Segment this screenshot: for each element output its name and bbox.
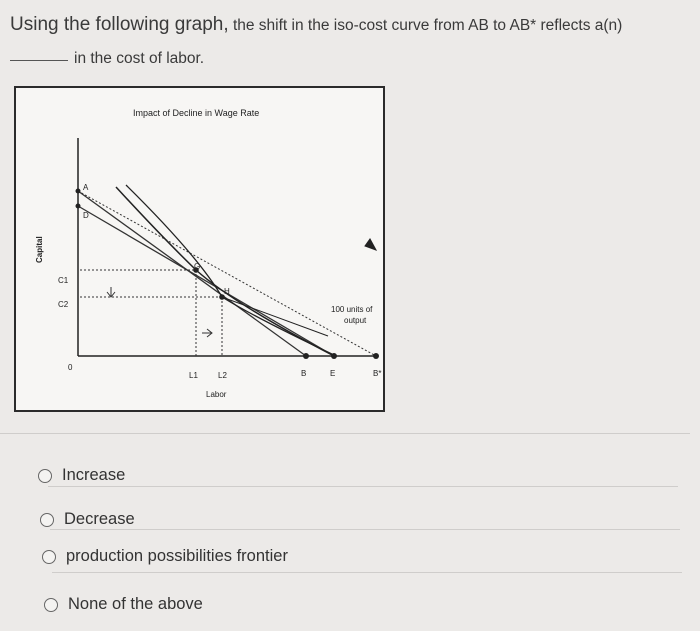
graph-title: Impact of Decline in Wage Rate [133,108,260,118]
graph-figure [14,86,385,412]
isoquant-label-line-2: output [344,316,367,325]
label-a: A [83,183,89,192]
arrow-right-icon [202,329,212,337]
radio-icon[interactable] [38,469,52,483]
question-text-line-2 [10,50,204,68]
divider [52,572,682,573]
label-e: E [330,369,336,378]
isoquant-1 [116,187,334,356]
option-label: Decrease [64,510,135,528]
label-b-star: B* [373,369,382,378]
label-origin: 0 [68,363,73,372]
option-decrease[interactable] [40,510,135,529]
label-g: G [194,262,201,271]
question-rest: the shift in the iso-cost curve from AB to AB* reflects a(n) [228,17,623,34]
question-text-line-1 [10,14,622,36]
arrow-down-icon [107,287,115,297]
radio-icon[interactable] [42,550,56,564]
label-h: H [224,287,230,296]
answer-blank [10,60,68,61]
isocost-graph [16,88,383,410]
option-label: None of the above [68,595,203,613]
option-increase[interactable] [38,466,125,485]
x-axis-label: Labor [206,390,227,399]
label-c1: C1 [58,276,69,285]
point-b-star [373,353,379,359]
arrow-icon [365,239,376,250]
question-tail: in the cost of labor. [74,50,205,67]
label-c2: C2 [58,300,69,309]
question-lead: Using the following graph, [10,14,229,35]
point-a [76,189,81,194]
isocost-ab-star [78,191,376,356]
option-label: production possibilities frontier [66,547,288,565]
radio-icon[interactable] [40,513,54,527]
point-b [303,353,309,359]
option-label: Increase [62,466,126,484]
label-b: B [301,369,307,378]
point-d [76,204,81,209]
isoquant-label-line-1: 100 units of [331,305,373,314]
y-axis-label: Capital [35,236,44,263]
tangent-segment [222,297,328,336]
option-none-of-the-above[interactable] [44,595,203,614]
divider [48,486,678,487]
point-e [331,353,337,359]
label-l2: L2 [218,371,227,380]
divider-top [0,433,690,434]
radio-icon[interactable] [44,598,58,612]
divider [50,529,680,530]
option-production-possibilities-frontier[interactable] [42,547,288,566]
label-l1: L1 [189,371,198,380]
label-d: D [83,211,89,220]
